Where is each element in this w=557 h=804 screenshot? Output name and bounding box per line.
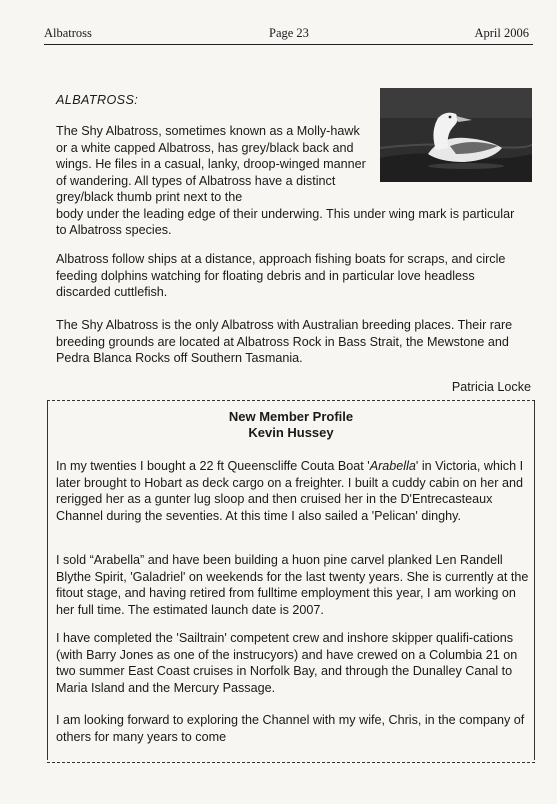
article-paragraph-3: The Shy Albatross is the only Albatross with Australian breeding places. Their rare breeding grounds are located at Albatross Rock in Bass Strait, the Mewstone and Pedra Blanca Rocks off Southern Tasmania. <box>56 318 513 365</box>
profile-paragraph-1 <box>56 458 532 524</box>
page-header <box>44 26 533 45</box>
profile-member-name: Kevin Hussey <box>248 425 334 440</box>
article-paragraph-2: Albatross follow ships at a distance, approach fishing boats for scraps, and circle feeding dolphins watching for floating debris and in particular love headless discarded cuttlefish. <box>56 252 506 299</box>
page-number: Page 23 <box>269 26 309 40</box>
publication-name: Albatross <box>44 26 92 40</box>
profile-paragraph-2: I sold “Arabella” and have been building a huon pine carvel planked Len Randell Blythe Spirit, 'Galadriel' on weekends for the last twenty years. She is currently at the fitout stage, and having retired from fulltime employment this year, I am working on her full time. The estimated launch date is 2007. <box>56 553 529 617</box>
profile-box-bottom-border <box>47 762 535 763</box>
boat-name: Arabella <box>369 459 416 473</box>
article-title: ALBATROSS: <box>56 93 139 107</box>
article-author: Patricia Locke <box>451 380 531 394</box>
article-paragraph-1-rest: body under the leading edge of their underwing. This under wing mark is particular to Albatross species. <box>56 206 515 237</box>
profile-paragraph-1-start: In my twenties I bought a 22 ft Queenscliffe Couta Boat ' <box>56 459 370 473</box>
article-paragraph-1 <box>56 123 526 239</box>
profile-paragraph-3: I have completed the 'Sailtrain' competent crew and inshore skipper qualifi-cations (with Barry Jones as one of the instrucyors) and have crewed on a Columbia 21 on two summer East Coast cruises in Norfolk Bay, and through the Dunalley Canal to Maria Island and the Mercury Passage. <box>56 631 518 695</box>
profile-paragraph-1-end: ' in Victoria, which I later brought to Hobart as deck cargo on a freighter. I built a cuddy cabin on her and rerigged her as a gunter lug sloop and then cruised her in the D'Entrecasteaux Channel during the seventies. At this time I also sailed a 'Pelican' dinghy. <box>56 459 524 523</box>
profile-paragraph-4: I am looking forward to exploring the Channel with my wife, Chris, in the company of others for many years to come <box>56 713 525 744</box>
profile-heading: New Member Profile <box>228 409 354 424</box>
article-paragraph-1-top: The Shy Albatross, sometimes known as a Molly-hawk or a white capped Albatross, has grey/black back and wings. He files in a casual, lanky, droop-winged manner of wandering. All types of Albatross have a distinct grey/black thumb print next to the <box>56 124 366 204</box>
issue-date: April 2006 <box>474 26 529 40</box>
